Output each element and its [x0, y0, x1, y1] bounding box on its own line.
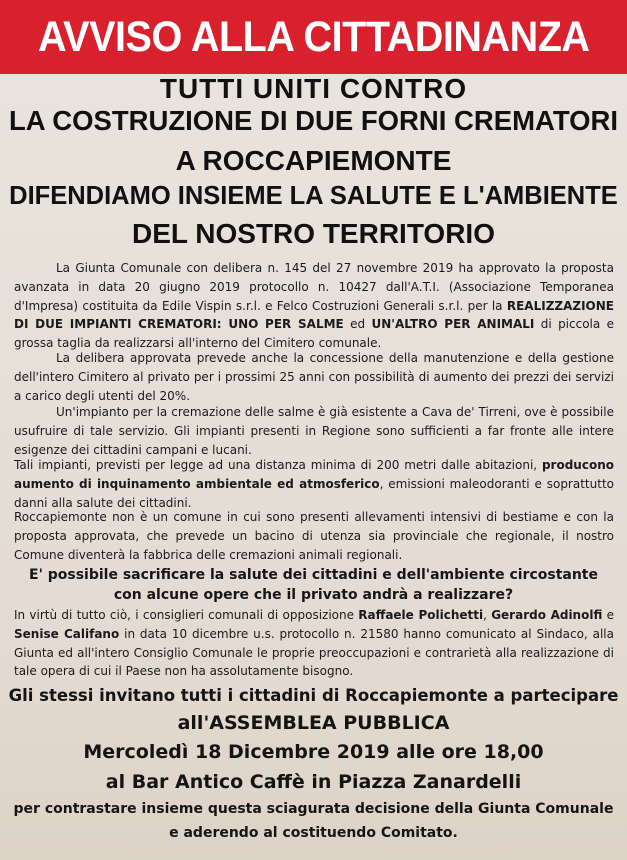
- paragraph-delibera-text: La Giunta Comunale con delibera n. 145 del 27 novembre 2019 ha approvato la proposta avanzata in data 20 giugno 2019 protocollo n. 10427 dall'A.T.I. (Associazione Temporanea d'Impresa) costituita da Edile Vispin s.r.l. e Felco Costruzioni Generali s.r.l. per la: [14, 261, 614, 313]
- paragraph-delibera: [14, 259, 614, 353]
- headline-line-3: A ROCCAPIEMONTE: [175, 145, 452, 176]
- paragraph-consiglieri: [14, 606, 614, 681]
- paragraph-roccapiemonte: Roccapiemonte non è un comune in cui sono presenti allevamenti intensivi di bestiame e con la proposta approvata, che prevede un bacino di utenza sia provinciale che regionale, il nostro Comune diventerà la fabbrica delle cremazioni animali regionali.: [14, 510, 614, 562]
- paragraph-inquinamento: [14, 456, 614, 512]
- question-line-1: E' possibile sacrificare la salute dei cittadini e dell'ambiente circostante: [29, 567, 598, 583]
- paragraph-delibera-text-3: di piccola e grossa taglia da realizzarsi all'interno del Cimitero comunale.: [14, 317, 614, 351]
- headline-line-5: DEL NOSTRO TERRITORIO: [132, 218, 495, 249]
- closing-line-1: per contrastare insieme questa sciagurata decisione della Giunta Comunale: [13, 801, 614, 817]
- paragraph-impianto-esistente: Un'impianto per la cremazione delle salme è già esistente a Cava de' Tirreni, ove è possibile usufruire di tale servizio. Gli impianti presenti in Regione sono sufficienti a far fronte alle intere esigenze dei cittadini campani e lucani.: [14, 405, 614, 457]
- paragraph-concessione: La delibera approvata prevede anche la concessione della manutenzione e della gestione dell'intero Cimitero al privato per i prossimi 25 anni con possibilità di aumento dei prezzi dei servizi a carico degli utenti del 20%.: [14, 351, 614, 403]
- invite-location: al Bar Antico Caffè in Piazza Zanardelli: [105, 771, 522, 793]
- notice-banner: [0, 0, 627, 74]
- councillor-name-2: Gerardo Adinolfi: [491, 608, 603, 622]
- headline-line-2: LA COSTRUZIONE DI DUE FORNI CREMATORI: [8, 105, 619, 136]
- headline-line-1: TUTTI UNITI CONTRO: [159, 73, 468, 104]
- paragraph-inquinamento-bold: producono aumento di inquinamento ambientale ed atmosferico: [14, 458, 614, 491]
- headline-line-4: DIFENDIAMO INSIEME LA SALUTE E L'AMBIENTE: [9, 182, 618, 210]
- paragraph-inquinamento-text: Tali impianti, previsti per legge ad una distanza minima di 200 metri dalle abitazioni,: [14, 458, 542, 472]
- paragraph-consiglieri-sep-2: e: [602, 608, 615, 622]
- paragraph-inquinamento-text-2: , emissioni maleodoranti e soprattutto danni alla salute dei cittadini.: [14, 476, 614, 510]
- paragraph-consiglieri-text-2: in data 10 dicembre u.s. protocollo n. 21580 hanno comunicato al Sindaco, alla Giunta ed all'intero Consiglio Comunale le proprie preoccupazioni e contrarietà alla realizzazione di tale opera di cui il Paese non ha assolutamente bisogno.: [14, 626, 614, 679]
- banner-title: AVVISO ALLA CITTADINANZA: [37, 12, 590, 61]
- invite-line-1: Gli stessi invitano tutti i cittadini di Roccapiemonte a partecipare: [8, 686, 619, 705]
- closing-line-2: e aderendo al costituendo Comitato.: [169, 825, 458, 841]
- councillor-name-1: Raffaele Polichetti: [358, 608, 484, 622]
- paragraph-delibera-bold-1: REALIZZAZIONE DI DUE IMPIANTI CREMATORI: UNO PER SALME: [14, 298, 614, 332]
- invite-assembly: all'ASSEMBLEA PUBBLICA: [177, 712, 450, 734]
- paragraph-consiglieri-text: In virtù di tutto ciò, i consiglieri comunali di opposizione: [14, 608, 359, 622]
- paragraph-consiglieri-sep-1: ,: [483, 608, 492, 622]
- invite-date-time: Mercoledì 18 Dicembre 2019 alle ore 18,00: [83, 741, 544, 763]
- question-line-2: con alcune opere che il privato andrà a realizzare?: [113, 587, 514, 603]
- councillor-name-3: Senise Califano: [14, 626, 120, 641]
- paragraph-delibera-text-2: ed: [343, 317, 372, 332]
- paragraph-delibera-bold-2: UN'ALTRO PER ANIMALI: [371, 317, 535, 332]
